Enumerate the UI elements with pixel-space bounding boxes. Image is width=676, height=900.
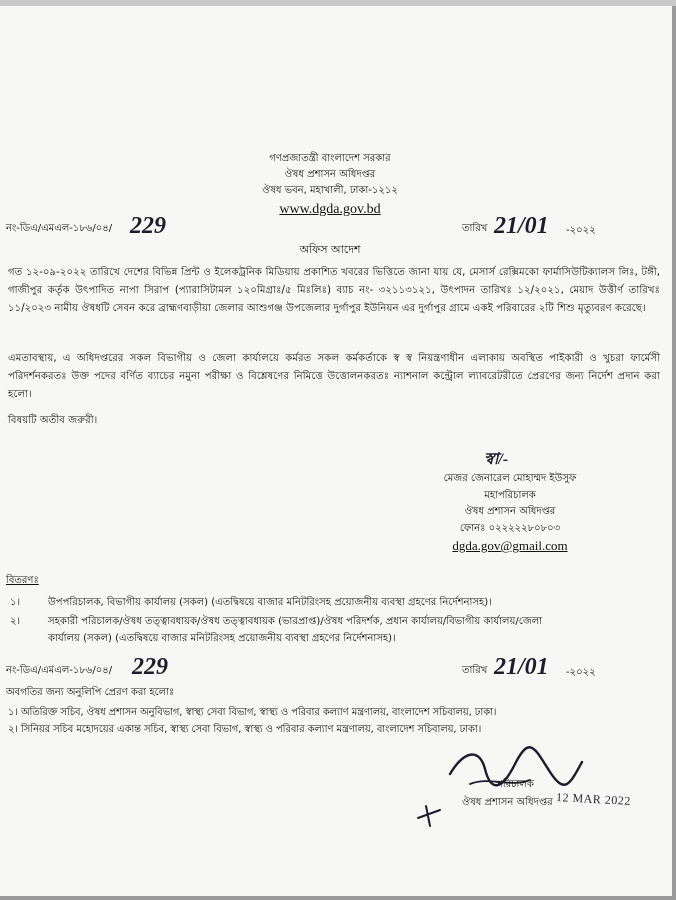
copy-sign-role: পরিচালক [496,779,534,790]
memo-date-handwritten: 21/01 [494,213,549,239]
scan-top-edge [0,0,676,6]
copy-item-2: ২। সিনিয়র সচিব মহোদয়ের একান্ত সচিব, স্বাস্থ্য সেবা বিভাগ, স্বাস্থ্য ও পরিবার কল্যাণ মন্ত্রণালয়, বাংলাদেশ সচিবালয়, ঢাকা। [8,724,482,735]
distribution-item-2-number: ২। [10,616,21,627]
copy-date-handwritten: 21/01 [494,654,549,680]
memo-date-year: -২০২২ [566,225,596,236]
signatory-email[interactable]: dgda.gov@gmail.com [452,538,568,553]
margin-mark [410,800,450,830]
copy-item-1: ১। অতিরিক্ত সচিব, ঔষধ প্রশাসন অনুবিভাগ, স্বাস্থ্য সেবা বিভাগ, স্বাস্থ্য ও পরিবার কল্যাণ মন্ত্রণালয়, বাংলাদেশ সচিবালয়, ঢাকা। [8,707,497,718]
header-government: গণপ্রজাতন্ত্রী বাংলাদেশ সরকার [269,153,391,164]
signatory-name: মেজর জেনারেল মোহাম্মদ ইউসুফ [443,473,577,484]
body-paragraph-1: গত ১২-০৯-২০২২ তারিখে দেশের বিভিন্ন প্রিন্ট ও ইলেকট্রনিক মিডিয়ায় প্রকাশিত খবরের ভিত্তিতে জানা যায় যে, মেসার্স রেক্সিমকো ফার্মাসিউটিক্যালস লিঃ, টঙ্গী, গাজীপুর কর্তৃক উৎপাদিত নাপা সিরাপ (প্যারাসিটামল ১২০মিগ্রাঃ/৫ মিঃলিঃ) ব্যাচ নং- ৩২১১৩১২১, উৎপাদন তারিখঃ ১২/২০২১, মেয়াদ উত্তীর্ণ তারিখঃ ১১/২০২৩ নামীয় ঔষধটি সেবন করে ব্রাহ্মণবাড়ীয়া জেলার আশুগঞ্জ উপজেলার দুর্গাপুর ইউনিয়ন এর দুর্গাপুর গ্রামে একই পরিবারের ২টি শিশু মৃত্যুবরণ করেছে। [8,267,660,314]
copy-number-prefix: নং-ডিএ/এমএল-১৮৬/০৪/ [6,665,113,676]
header-address: ঔষধ ভবন, মহাখালী, ঢাকা-১২১২ [262,185,398,196]
distribution-item-2-text-line2: কার্যালয় (সকল) (এতদ্বিষয়ে বাজার মনিটরিংসহ প্রয়োজনীয় ব্যবস্থা গ্রহণের নির্দেশনাসহ)। [48,633,396,644]
document-title: অফিস আদেশ [299,243,361,256]
memo-number-handwritten: 229 [130,213,166,239]
copy-number-handwritten: 229 [132,654,168,680]
header-department: ঔষধ প্রশাসন অধিদপ্তর [284,169,376,180]
distribution-item-1-text: উপপরিচালক, বিভাগীয় কার্যালয় (সকল) (এতদ্বিষয়ে বাজার মনিটরিংসহ প্রয়োজনীয় ব্যবস্থা গ্রহণের নির্দেশনাসহ)। [48,597,492,608]
distribution-heading: বিতরণঃ [6,575,39,586]
header-website[interactable]: www.dgda.gov.bd [279,202,381,217]
memo-date-label: তারিখ [462,223,488,234]
copy-date-label: তারিখ [462,665,488,676]
copy-date-year: -২০২২ [566,667,596,678]
signatory-designation: মহাপরিচালক [484,490,536,501]
signature-mark: স্বা/- [484,451,509,468]
signatory-phone: ফোনঃ ০২২২২২৮০৮০৩ [459,523,561,534]
signatory-office: ঔষধ প্রশাসন অধিদপ্তর [464,506,556,517]
body-paragraph-3: বিষয়টি অতীব জরুরী। [8,415,98,426]
copy-sign-office: ঔষধ প্রশাসন অধিদপ্তর [462,797,553,808]
copy-heading: অবগতির জন্য অনুলিপি প্রেরণ করা হলোঃ [6,687,175,698]
distribution-item-1-number: ১। [10,597,21,608]
received-stamp-date: 12 MAR 2022 [555,790,632,808]
distribution-item-2-text-line1: সহকারী পরিচালক/ঔষধ তত্ত্বাবধায়ক/ঔষধ তত্ত্বাবধায়ক (ভারপ্রাপ্ত)/ঔষধ পরিদর্শক, প্রধান কার্যালয়/বিভাগীয় কার্যালয়/জেলা [48,616,543,627]
body-paragraph-2: এমতাবস্থায়, এ অধিদপ্তরের সকল বিভাগীয় ও জেলা কার্যালয়ে কর্মরত সকল কর্মকর্তাকে স্ব স্ব নিয়ন্ত্রণাধীন এলাকায় অবস্থিত পাইকারী ও খুচরা ফার্মেসী পরিদর্শনকরতঃ উক্ত পদের বর্ণিত ব্যাচের নমুনা পরীক্ষা ও বিশ্লেষণের নিমিত্তে উত্তোলনকরতঃ ন্যাশনাল কন্ট্রোল ল্যাবরেটরীতে প্রেরণের জন্য নির্দেশ প্রদান করা হলো। [8,353,660,400]
memo-number-prefix: নং-ডিএ/এমএল-১৮৬/০৪/ [6,223,113,234]
